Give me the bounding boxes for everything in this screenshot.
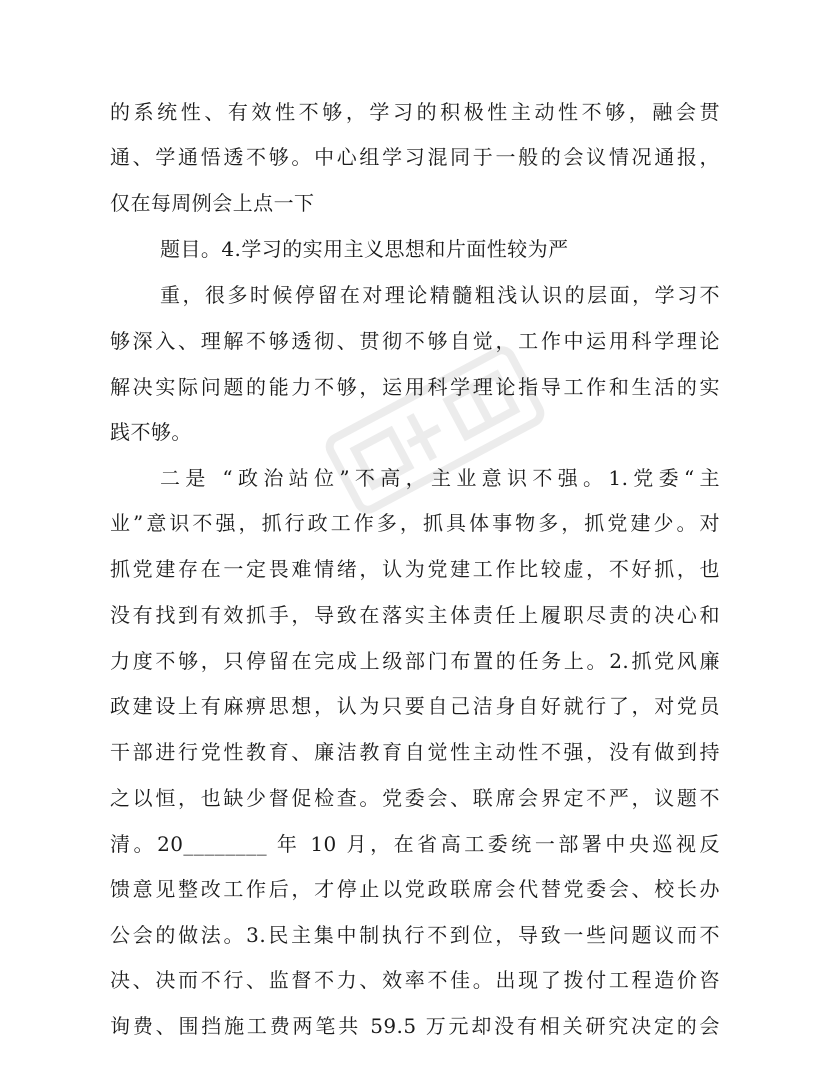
- text-line-8: 践不够。: [110, 420, 192, 444]
- text-line-1: 的系统性、有效性不够，学习的积极性主动性不够，融会贯: [110, 100, 720, 124]
- text-line-11: 抓党建存在一定畏难情绪，认为党建工作比较虚，不好抓，也: [110, 557, 720, 581]
- text-line-7: 解决实际问题的能力不够，运用科学理论指导工作和生活的实: [110, 375, 720, 399]
- text-line-19: 公会的做法。3.民主集中制执行不到位，导致一些问题议而不: [110, 923, 720, 947]
- text-line-16: 之以恒，也缺少督促检查。党委会、联席会界定不严，议题不: [110, 786, 720, 810]
- text-line-13: 力度不够，只停留在完成上级部门布置的任务上。2.抓党风廉: [110, 649, 720, 673]
- text-line-2: 通、学通悟透不够。中心组学习混同于一般的会议情况通报，: [110, 145, 720, 169]
- text-line-9: 二是 “政治站位”不高，主业意识不强。1.党委“主: [160, 466, 720, 490]
- text-line-17: 清。20________ 年 10 月，在省高工委统一部署中央巡视反: [110, 832, 720, 856]
- text-line-14: 政建设上有麻痹思想，认为只要自己洁身自好就行了，对党员: [110, 694, 720, 718]
- text-line-5: 重，很多时候停留在对理论精髓粗浅认识的层面，学习不: [160, 283, 720, 307]
- text-line-15: 干部进行党性教育、廉洁教育自觉性主动性不强，没有做到持: [110, 740, 720, 764]
- text-line-3: 仅在每周例会上点一下: [110, 191, 315, 215]
- text-line-6: 够深入、理解不够透彻、贯彻不够自觉，工作中运用科学理论: [110, 329, 720, 353]
- text-line-21: 询费、围挡施工费两笔共 59.5 万元却没有相关研究决定的会: [110, 1014, 720, 1038]
- text-line-18: 馈意见整改工作后，才停止以党政联席会代替党委会、校长办: [110, 877, 720, 901]
- text-line-4: 题目。4.学习的实用主义思想和片面性较为严: [160, 237, 569, 261]
- text-line-20: 决、决而不行、监督不力、效率不佳。出现了拨付工程造价咨: [110, 968, 720, 992]
- text-line-10: 业”意识不强，抓行政工作多，抓具体事物多，抓党建少。对: [110, 511, 720, 535]
- text-line-12: 没有找到有效抓手，导致在落实主体责任上履职尽责的决心和: [110, 603, 720, 627]
